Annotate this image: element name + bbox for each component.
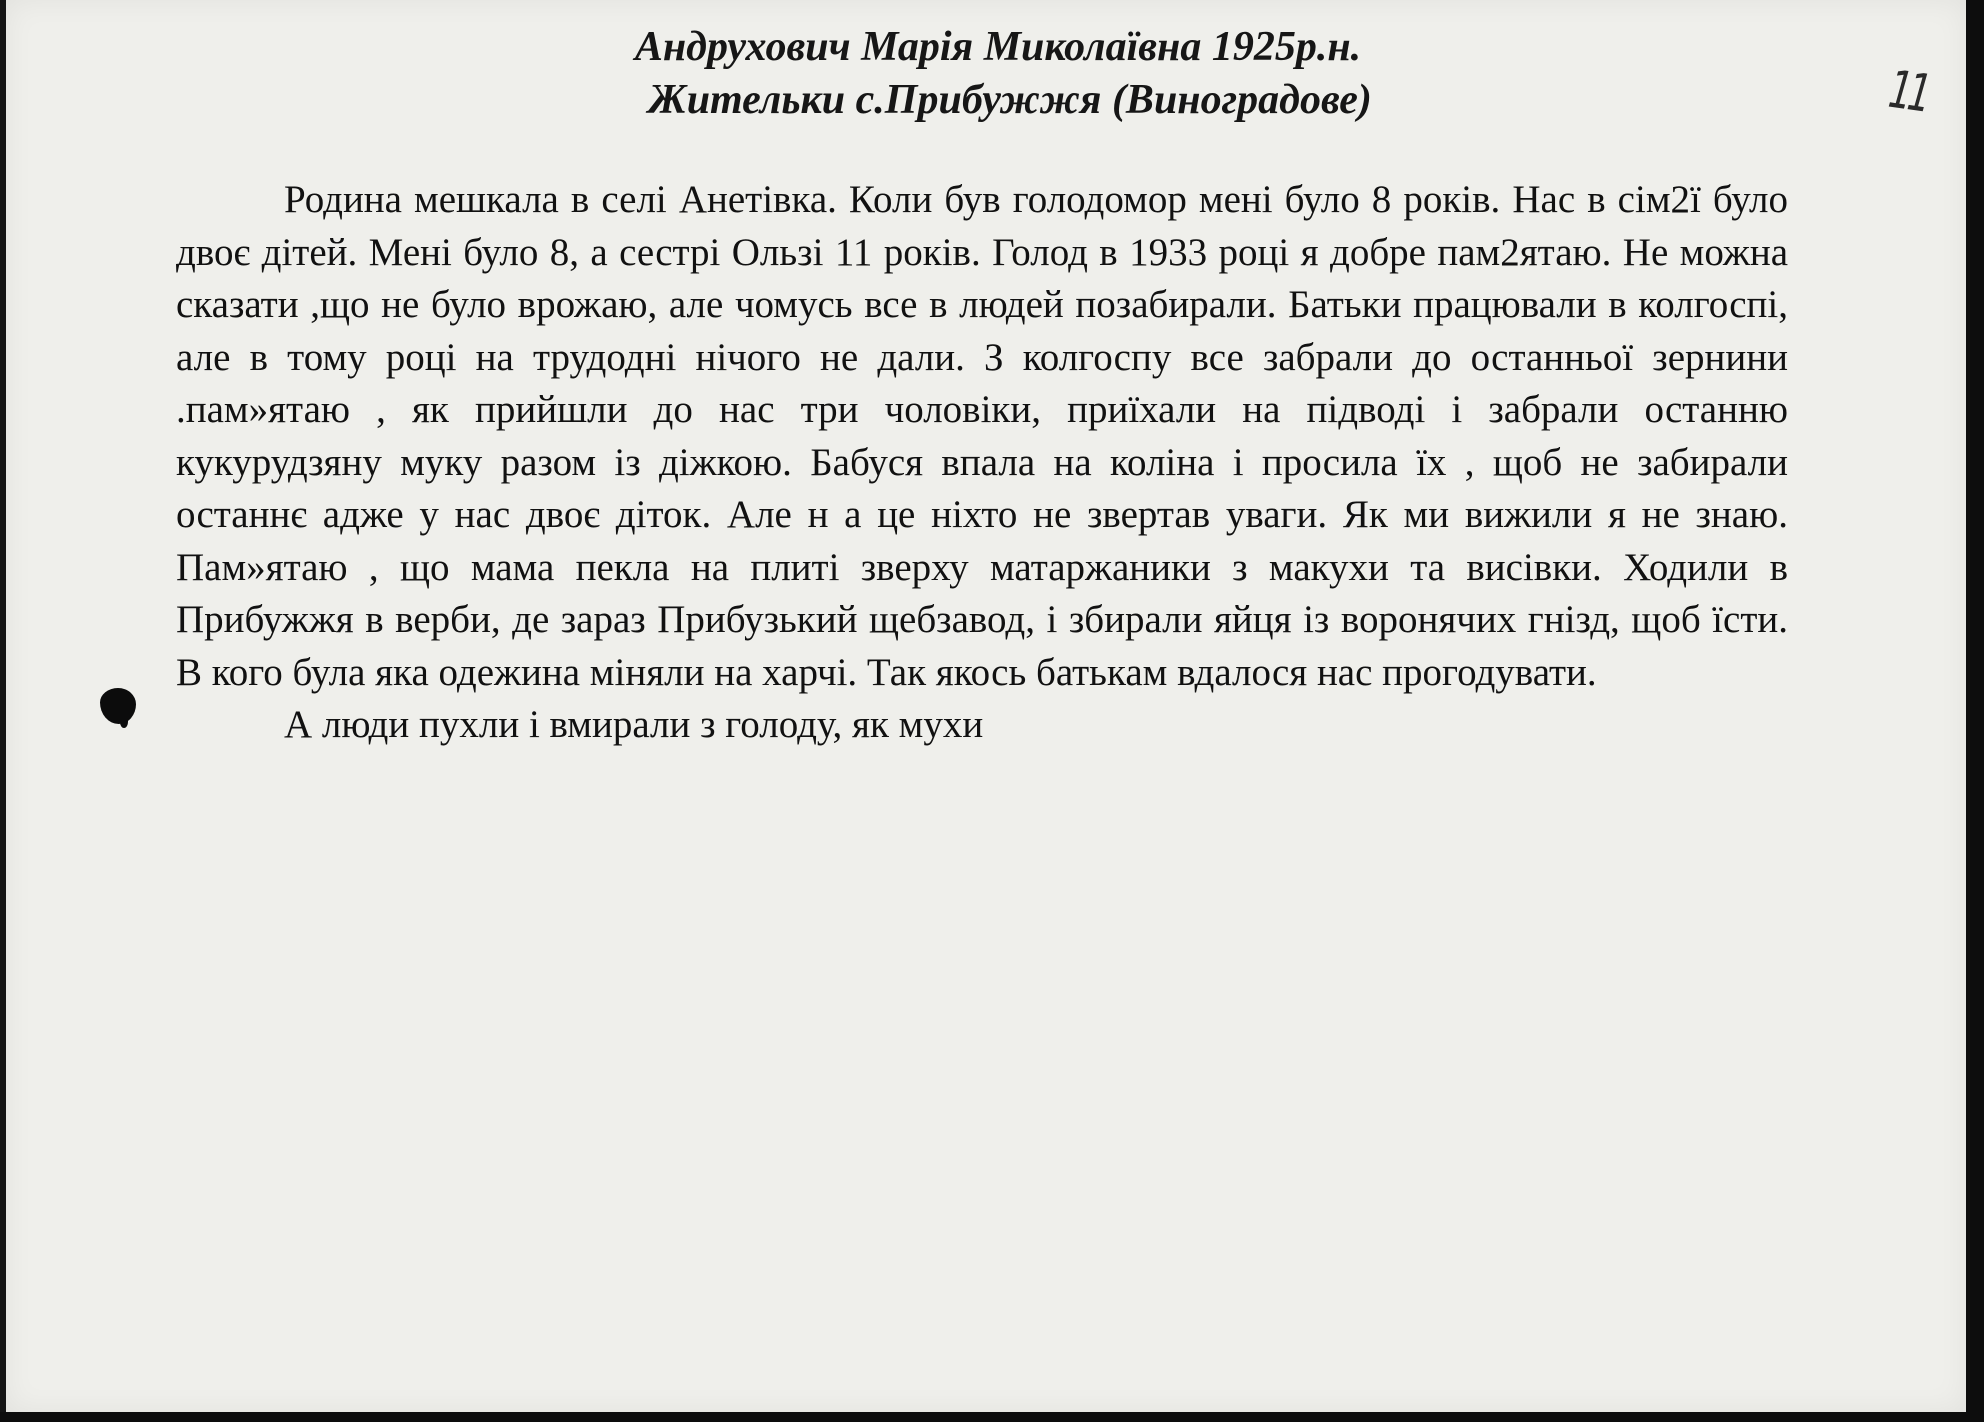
header-residence-line: Жительки с.Прибужжя (Виноградове) [648, 77, 1372, 123]
scan-edge-right [1966, 0, 1984, 1422]
testimony-paragraph-2: А люди пухли і вмирали з голоду, як мухи [284, 703, 984, 746]
testimony-paragraph-1: Родина мешкала в селі Анетівка. Коли був голодомор мені було 8 років. Нас в сім2ї було двоє дітей. Мені було 8, а сестрі Ользі 11 років. Голод в 1933 році я добре пам2ятаю. Не можна сказати ,що не було врожаю, але чомусь все в людей позабирали. Батьки працювали в колгоспі, але в тому році на трудодні нічого не дали. З колгоспу все забрали до останньої зернини .пам»ятаю , як прийшли до нас три чоловіки, приїхали на підводі і забрали останню кукурудзяну муку разом із діжкою. Бабуся впала на коліна і просила їх , щоб не забирали останнє адже у нас двоє діток. Але н а це ніхто не звертав уваги. Як ми вижили я не знаю. Пам»ятаю , що мама пекла на плиті зверху матаржаники з макухи та висівки. Ходили в Прибужжя в верби, де зараз Прибузький щебзавод, і збирали яйця із воронячих гнізд, щоб їсти. В кого була яка одежина міняли на харчі. Так якось батькам вдалося нас прогодувати. [176, 178, 1788, 694]
paper-sheet [6, 0, 1966, 1412]
handwritten-page-number: 11 [1885, 59, 1932, 125]
hole-punch-mark [100, 688, 136, 724]
scan-edge-bottom [0, 1412, 1984, 1422]
header-name-line: Андрухович Марія Миколаївна 1925р.н. [634, 24, 1362, 70]
testimony-body [176, 174, 1788, 752]
